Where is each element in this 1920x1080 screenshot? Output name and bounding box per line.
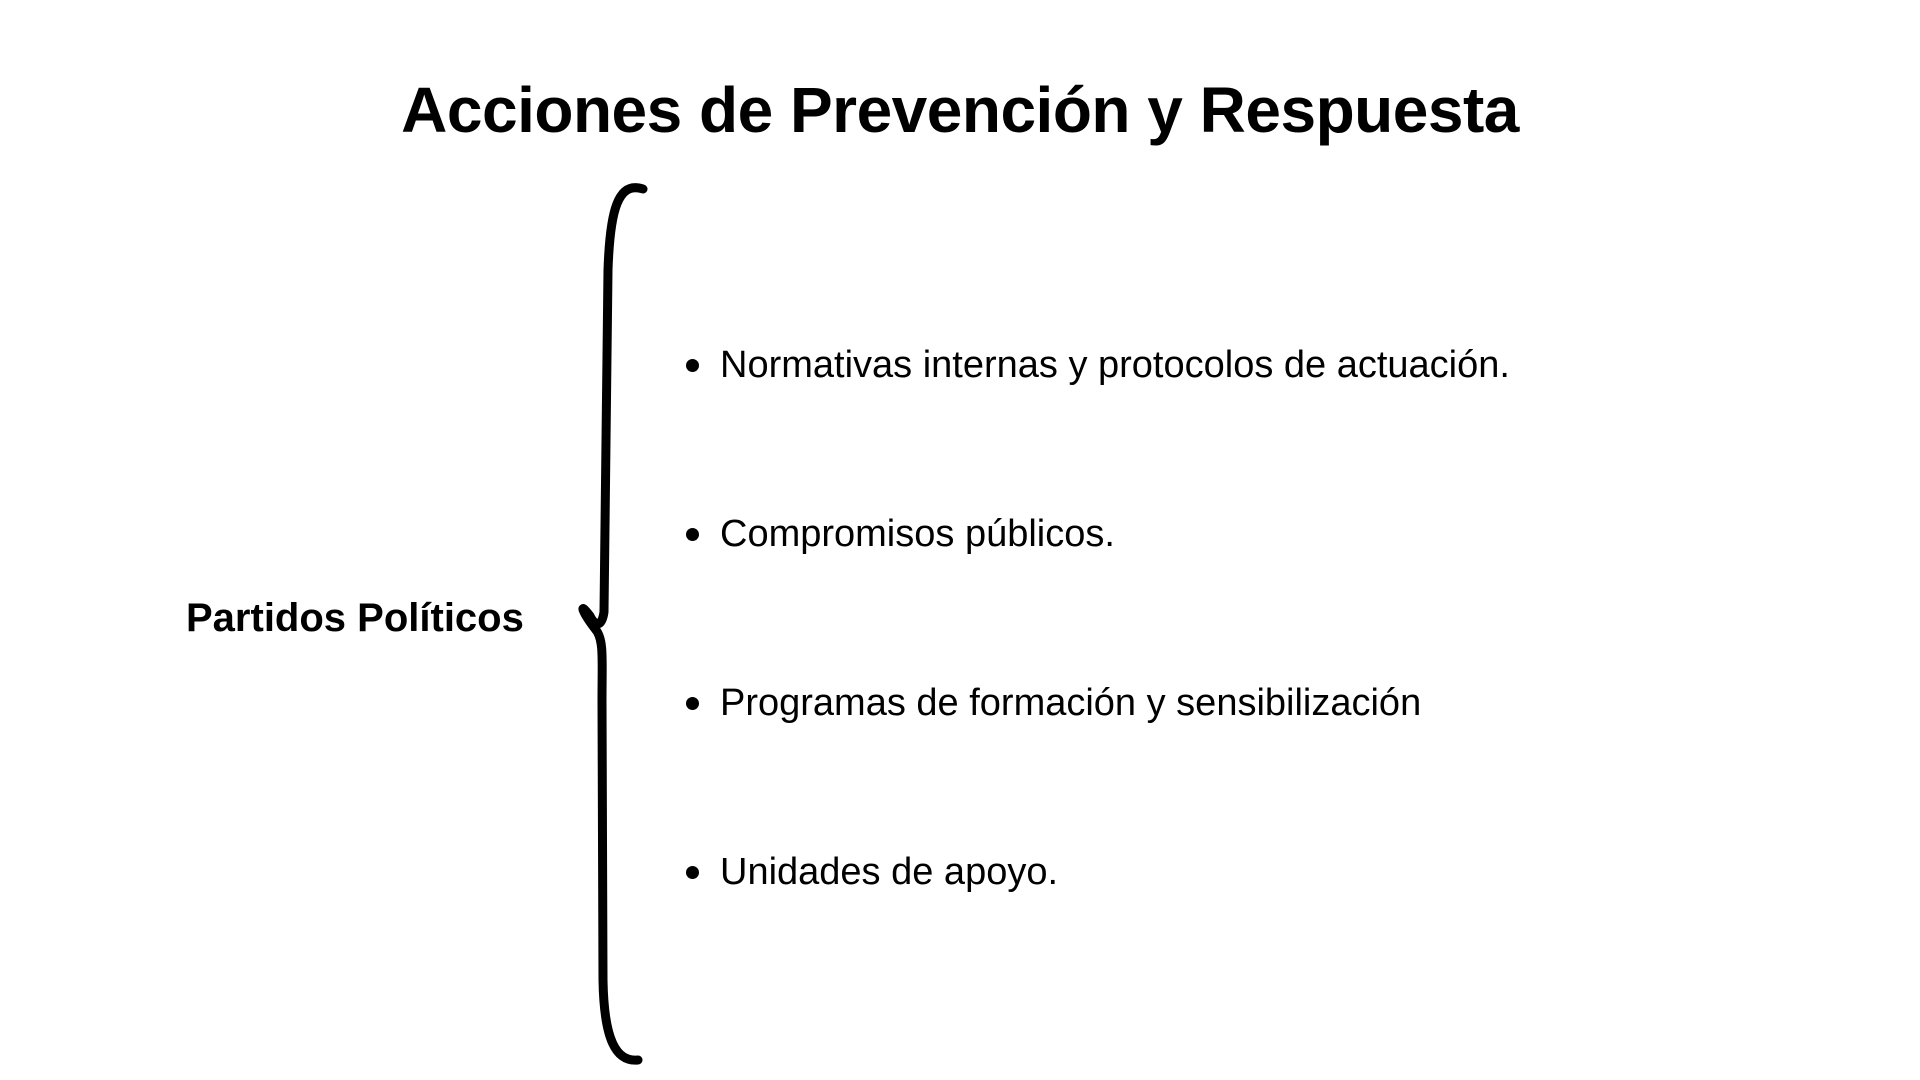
bullet-icon (686, 697, 699, 710)
list-item (686, 678, 1421, 728)
list-item (686, 847, 1058, 897)
root-node-label: Partidos Políticos (186, 596, 524, 640)
bullet-icon (686, 359, 699, 372)
action-list (686, 0, 1886, 1080)
brace-upper-stroke (583, 188, 643, 630)
list-item-text: Programas de formación y sensibilización (720, 682, 1422, 724)
bullet-icon (686, 528, 699, 541)
bullet-icon (686, 866, 699, 879)
list-item-text: Unidades de apoyo. (720, 851, 1059, 893)
list-item (686, 509, 1115, 559)
brace-lower-stroke (596, 630, 638, 1060)
list-item-text: Compromisos públicos. (720, 513, 1115, 555)
page-title: Acciones de Prevención y Respuesta (401, 74, 1519, 146)
list-item-text: Normativas internas y protocolos de actuación. (720, 344, 1510, 386)
list-item (686, 340, 1510, 390)
